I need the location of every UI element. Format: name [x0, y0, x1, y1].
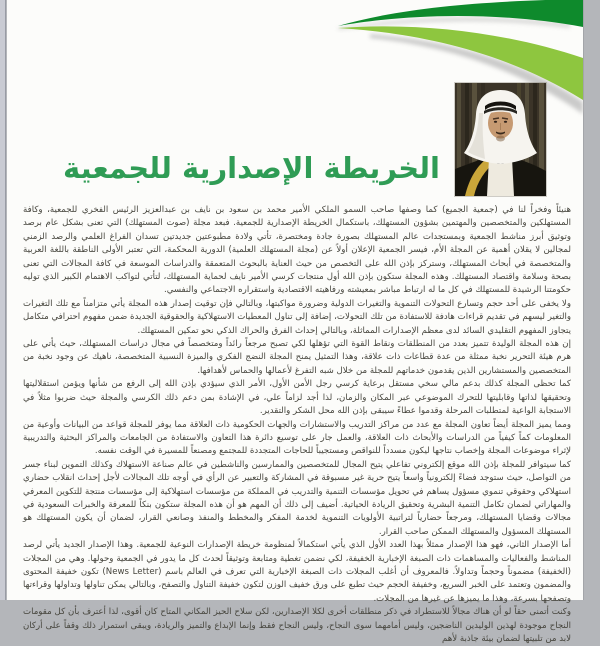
- article-paragraph: أما الإصدار الثاني، فهو هذا الإصدار ممثلاً بهذا العدد الأول الذي يأتي استكمالاً لمنظومة خريطة الإصدارات النوعية للجمعية. وهذا الإصدار الجديد يأتي لرصد المناشط والفعاليات والمساهمات ذات الصبغة الإخبارية الخفيفة، لكي نضمن تغطية ومتابعة وتوثيقاً لحدث كل ما يدور في الجمعية وحولها. وهي من المجلات (الخفيفة) مضموناً وحجماً وتداولاً. فالمعروف أن أغلب المجلات ذات الصبغة الإخبارية التي تعرف في العالم باسم (News Letter) تكون خفيفة المحتوى والمضمون وتعتمد على الخبر السريع، وخفيفة الحجم حيث تطبع على ورق خفيف الوزن لتكون خفيفة التناول والتصفح، وبالتالي يمكن تناولها وتداولها وقراءتها وتصفحها بسرعة، وهذا ما يميزها عن غيرها من المجلات.: [23, 540, 571, 604]
- eye-left: [504, 121, 507, 123]
- eye-right: [494, 121, 497, 123]
- goatee-shade: [496, 136, 505, 142]
- article-paragraph: وكنت أتمنى حقاً لو أن هناك مجالاً للاستطراد في ذكر منطلقات أخرى لكلا الإصدارين، لكن سلاح الحيز المكاني المتاح كان أقوى، لذا أعترف بأن كل مقومات النجاح موجودة لهذين الوليدين الناضجين، وليس أمامهما سوى النجاح، وليس النجاح فقط وإنما الإبداع والتميز والريادة، ويبقى استمرار ذلك وقفاً على أركان لابد من تلبيتها لضمان بيئة جاذبة لأهم: [23, 607, 571, 644]
- scan-gutter-right: [583, 0, 600, 600]
- scan-gutter-left: [0, 0, 6, 600]
- article-paragraph: إن هذه المجلة الوليدة تتميز بعدد من المنطلقات ونقاط القوة التي تؤهلها لكي تصبح مرجعاً رائداً ومتخصصاً في مجال دراسات المستهلك، حيث يأتي على هرم هيئة التحرير نخبة ممثلة من عدة قطاعات ذات علاقة، وهذا التمثيل يمنح المجلة النضج الفكري والميزة النسبية المتخصصة، ناهيك عن وجود نخبة من المتخصصين والمستشارين الذين يقدمون خدماتهم للمجلة من خلال شبه التفرغ لأعمالها والحماس لأهدافها.: [23, 339, 571, 376]
- article-paragraph: كما تحظى المجلة كذلك بدعم مالي سخي مستقل برعاية كرسي رجل الأمن الأول، الأمر الذي سيؤدي بإذن الله إلى الرفع من شأنها ويؤمن استقلاليتها وتحقيقها لذاتها وقابليتها للتحرك الموضوعي عبر المكان والزمان، لذا أجد لزاماً علي، في الإشادة بمن دعم ذلك الكرسي والمجلة حيث ضربوا مثلاً في الاستجابة الواعية لمتطلبات المرحلة وقدموا عطاءً سيبقى بإذن الله محل الشكر والتقدير.: [23, 379, 571, 417]
- article-body: [23, 204, 571, 644]
- article-title: الخريطة الإصدارية للجمعية: [63, 151, 440, 185]
- article-paragraph: هنيئاً وفخراً لنا في (جمعية الجميع) كما وصفها صاحب السمو الملكي الأمير محمد بن سعود بن نايف بن عبدالعزيز الرئيس الفخري للجمعية، وكافة المستهلكين والمتخصصين والمهتمين بشؤون المستهلك، باستكمال الخريطة الإصدارية للجمعية. فبعد مجلة (صوت المستهلك) التي تعنى بشكل عام برصد وتوثيق أبرز مناشط الجمعية وبمستجدات عالم المستهلك بصورة جادة ومختصرة، تأتي ولادة مطبوعتين جديدتين تسدان الفراغ العلمي والرصد الزمني لمجالين لا يقلان أهمية عن المجلة الأم، فيسر الجمعية الإعلان أولاً عن (مجلة المستهلك العلمية) الدورية المحكمة، التي تعتبر الأولى الناطقة باللغة العربية والمتخصصة في أبحاث المستهلك، وستركز بإذن الله على التخصص من حيث العناية بالبحوث المتعمقة والدراسات الموسعة في كافة المجالات التي تعنى بصحة وسلامة واقتصاد المستهلك. وهذه المجلة ستكون بإذن الله أول منتجات كرسي الأمير نايف لحماية المستهلك، لتأتي لتواكب الاهتمام الكبير الذي توليه حكومتنا الرشيدة للمستهلك في كل ما له ارتباط مباشر بمعيشته ورفاهيته الاقتصادية واستقراره الاجتماعي والنفسي.: [23, 205, 571, 296]
- article-paragraph: كما سيتوافر للمجلة بإذن الله موقع إلكتروني تفاعلي يتيح المجال للمتخصصين والممارسين والناشطين في عالم صناعة الاستهلاك وكذلك التموين لبناء جسر من التواصل، حيث ستوجد فضاءً إلكترونياً واسعاً يتيح حرية غير مسبوقة في المشاركة والتعبير عن الرأي في أوجه تلك المجالات لأجل إحداث انقلاب حضاري استهلاكي وحقوقي تنموي مسؤول يساهم في تحويل مؤسسات التنمية والتدريب في المملكة من مؤسسات استهلاكية إلى مؤسسات منتجة للتكوين المعرفي والمهاراتي لضمان تكامل التنمية البشرية وتحقيق الريادة الحياتية. أضيف إلى ذلك أن المهم هو أن هذه المجلة ستكون بنكاً للمعرفة والخبرات السعودية في مجالات وقضايا المستهلك، ومرجعاً حضارياً لتراتبية الأولويات التنموية لخدمة المفكر والمخطط والمنفذ وصانعي القرار، لضمان أن يكون المستهلك هو المستهلك المسؤول والمستهلك الممكن صاحب القرار.: [23, 459, 571, 537]
- article-paragraph: ومما يميز المجلة أيضاً تعاون المجلة مع عدد من مراكز التدريب والاستشارات والجهات الحكومية ذات العلاقة مما يوفر للمجلة قواعد من البيانات وأوعية من المعلومات كماً كيفياً من الدراسات والأبحاث ذات العلاقة، والعمل جار على توسيع دائرة هذا التعاون والاستفادة من الجامعات والمراكز البحثية والتدريبية لإثراء موضوعات المجلة وإخصاب نتاجها ليكون مسدداً للنواقص ومستجيباً للحاجات المتجددة للمجتمع ومصنعاً للمسيرة في الوقت نفسه.: [23, 419, 571, 457]
- page-surface: [7, 0, 583, 644]
- chairman-portrait-photo: [455, 83, 546, 196]
- article-paragraph: ولا يخفى على أحد حجم وتسارع التحولات التنموية والتغيرات الدولية وضرورة مواكبتها، وبالتالي فإن توقيت إصدار هذه المجلة يأتي متزامناً مع تلك التغيرات والتغير ليسهم في تقديم قراءات هادفة للاستفادة من تلك التحولات، إضافة إلى تناول المعطيات الاستهلاكية والحقوقية الجديدة ضمن مفهوم احترافي متكامل يتجاوز المفهوم التقليدي السائد لدى معظم الإصدارات المماثلة، وبالتالي إحداث الفرق والحراك الذكي نحو تمكين المستهلك.: [23, 298, 571, 336]
